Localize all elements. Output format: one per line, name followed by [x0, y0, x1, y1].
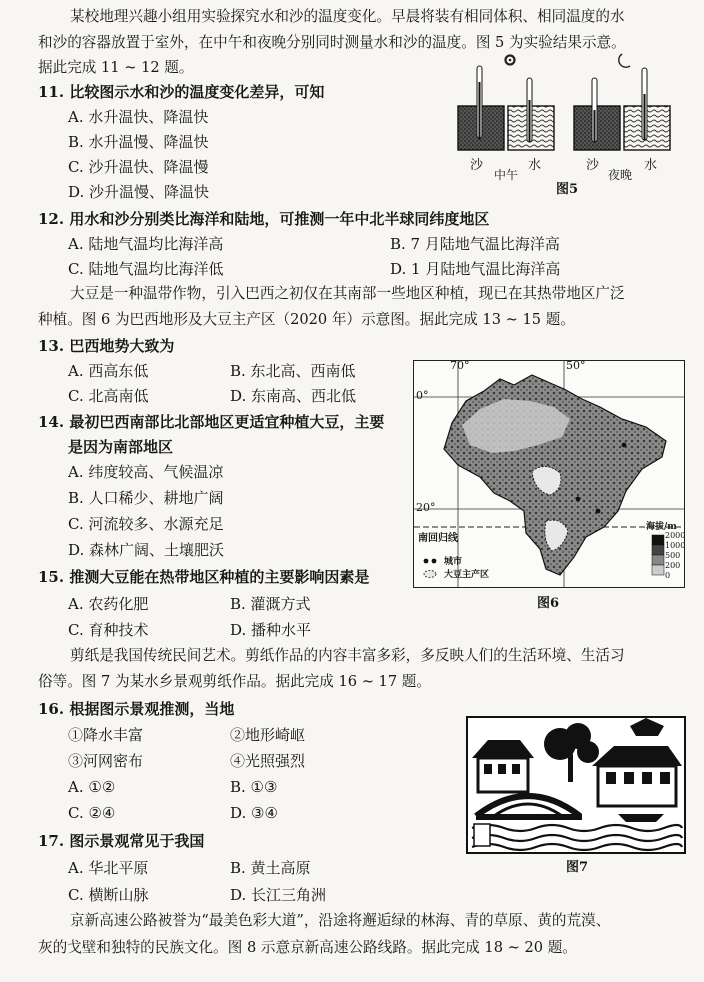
q16-option-b[interactable]: B. ①③ [230, 778, 278, 796]
intro-1-line-3: 据此完成 11 ~ 12 题。 [38, 59, 194, 76]
fig6-legend-2000: 2000 [665, 531, 686, 540]
fig5-night-label: 夜晚 [608, 168, 633, 182]
fig7-caption: 图7 [566, 860, 589, 875]
fig6-city-legend: 城市 [444, 557, 463, 567]
q11-option-d[interactable]: D. 沙升温慢、降温快 [68, 183, 210, 201]
q11-option-a[interactable]: A. 水升温快、降温快 [68, 108, 209, 126]
fig6-legend-1000: 1000 [665, 541, 686, 550]
q12-option-a[interactable]: A. 陆地气温均比海洋高 [68, 235, 224, 253]
fig6-legend-title: 海拔/m [646, 522, 677, 532]
fig6-tropic-label: 南回归线 [418, 533, 458, 544]
q12-stem: 12. 用水和沙分别类比海洋和陆地，可推测一年中北半球同纬度地区 [38, 210, 490, 228]
q15-option-b[interactable]: B. 灌溉方式 [230, 595, 311, 613]
fig6-legend-0: 0 [665, 571, 671, 580]
intro-1-line-2: 和沙的容器放置于室外，在中午和夜晚分别同时测量水和沙的温度。图 5 为实验结果示意。 [38, 34, 626, 51]
q13-option-c[interactable]: C. 北高南低 [68, 387, 149, 405]
q14-option-d[interactable]: D. 森林广阔、土壤肥沃 [68, 541, 225, 559]
intro-2-line-2: 种植。图 6 为巴西地形及大豆主产区（2020 年）示意图。据此完成 13 ~ 15 题。 [38, 311, 575, 328]
intro-4-line-2: 灰的戈壁和独特的民族文化。图 8 示意京新高速公路线路。据此完成 18 ~ 20 题。 [38, 939, 577, 956]
q17-option-b[interactable]: B. 黄土高原 [230, 859, 311, 877]
fig6-legend-200: 200 [665, 561, 681, 570]
figure-7-drawing [468, 718, 684, 852]
q11-option-b[interactable]: B. 水升温慢、降温快 [68, 133, 209, 151]
q16-option-c[interactable]: C. ②④ [68, 804, 116, 822]
q15-option-c[interactable]: C. 育种技术 [68, 621, 149, 639]
q16-item-2: ②地形崎岖 [230, 726, 306, 744]
fig5-caption: 图5 [556, 182, 579, 197]
q15-option-d[interactable]: D. 播种水平 [230, 621, 312, 639]
fig6-lon-50: 50° [566, 359, 586, 372]
intro-3-line-2: 俗等。图 7 为某水乡景观剪纸作品。据此完成 16 ~ 17 题。 [38, 673, 431, 690]
moon-icon [619, 54, 630, 67]
intro-1-line-1: 某校地理兴趣小组用实验探究水和沙的温度变化。早晨将装有相同体积、相同温度的水 [70, 8, 625, 25]
figure-6-map [413, 360, 685, 588]
q16-option-a[interactable]: A. ①② [68, 778, 116, 796]
fig6-legend-500: 500 [665, 551, 681, 560]
intro-3-line-1: 剪纸是我国传统民间艺术。剪纸作品的内容丰富多彩，多反映人们的生活环境、生活习 [70, 647, 625, 664]
q14-stem-line-2: 是因为南部地区 [68, 438, 174, 456]
figure-7-papercut [466, 716, 686, 854]
q15-stem: 15. 推测大豆能在热带地区种植的主要影响因素是 [38, 568, 370, 586]
fig6-caption: 图6 [537, 596, 560, 611]
q17-option-c[interactable]: C. 横断山脉 [68, 886, 149, 904]
fig5-label-sand-night: 沙 [586, 158, 600, 173]
q13-option-a[interactable]: A. 西高东低 [68, 362, 149, 380]
q16-stem: 16. 根据图示景观推测，当地 [38, 700, 235, 718]
fig5-label-sand-noon: 沙 [470, 158, 484, 173]
q14-option-c[interactable]: C. 河流较多、水源充足 [68, 515, 224, 533]
q13-option-b[interactable]: B. 东北高、西南低 [230, 362, 356, 380]
q12-option-d[interactable]: D. 1 月陆地气温比海洋高 [390, 260, 561, 278]
figure-5-drawing [452, 48, 674, 196]
q11-option-c[interactable]: C. 沙升温快、降温慢 [68, 158, 209, 176]
q16-item-3: ③河网密布 [68, 752, 144, 770]
q12-option-c[interactable]: C. 陆地气温均比海洋低 [68, 260, 224, 278]
intro-4-line-1: 京新高速公路被誉为“最美色彩大道”，沿途将邂逅绿的林海、青的草原、黄的荒漠、 [70, 912, 611, 929]
q12-option-b[interactable]: B. 7 月陆地气温比海洋高 [390, 235, 560, 253]
fig6-soy-legend: 大豆主产区 [444, 570, 490, 580]
q17-option-a[interactable]: A. 华北平原 [68, 859, 149, 877]
q11-stem: 11. 比较图示水和沙的温度变化差异，可知 [38, 83, 325, 101]
figure-5 [452, 48, 674, 196]
fig6-lon-70: 70° [450, 359, 470, 372]
q17-stem: 17. 图示景观常见于我国 [38, 832, 205, 850]
q14-stem-line-1: 14. 最初巴西南部比北部地区更适宜种植大豆，主要 [38, 413, 385, 431]
fig5-label-water-noon: 水 [528, 158, 542, 173]
q16-option-d[interactable]: D. ③④ [230, 804, 278, 822]
q17-option-d[interactable]: D. 长江三角洲 [230, 886, 327, 904]
fig5-noon-label: 中午 [494, 168, 519, 182]
fig5-label-water-night: 水 [644, 158, 658, 173]
q16-item-4: ④光照强烈 [230, 752, 306, 770]
q14-option-b[interactable]: B. 人口稀少、耕地广阔 [68, 489, 224, 507]
q13-stem: 13. 巴西地势大致为 [38, 337, 175, 355]
q13-option-d[interactable]: D. 东南高、西北低 [230, 387, 357, 405]
q14-option-a[interactable]: A. 纬度较高、气候温凉 [68, 463, 224, 481]
q15-option-a[interactable]: A. 农药化肥 [68, 595, 149, 613]
fig6-lat-20: 20° [416, 501, 436, 514]
intro-2-line-1: 大豆是一种温带作物，引入巴西之初仅在其南部一些地区种植，现已在其热带地区广泛 [70, 285, 625, 302]
q16-item-1: ①降水丰富 [68, 726, 144, 744]
fig6-lat-0: 0° [416, 389, 429, 402]
